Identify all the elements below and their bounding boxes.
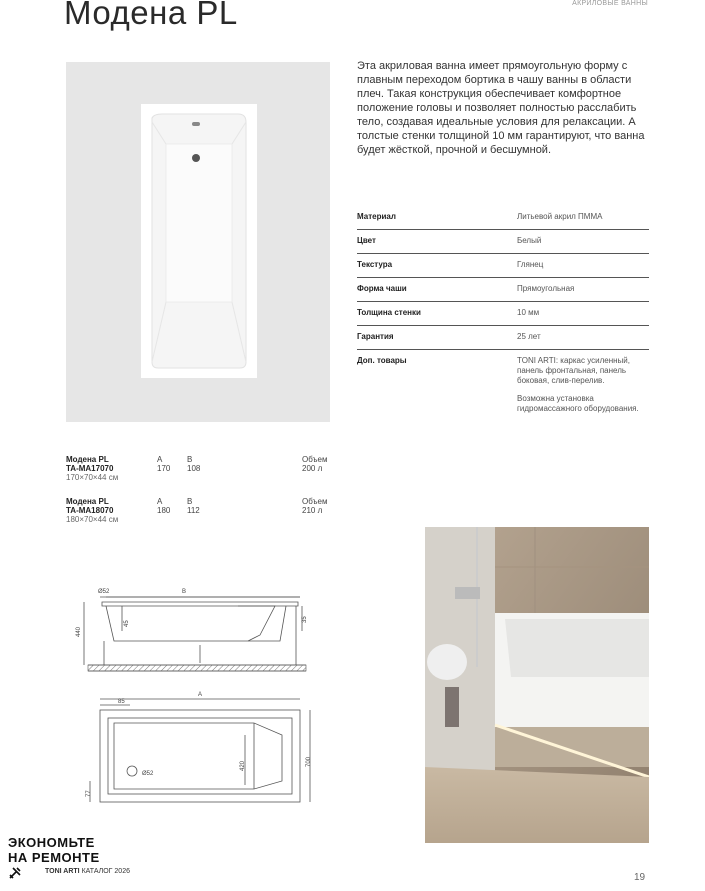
- page-number: 19: [634, 872, 646, 883]
- model-code: TA-MA17070: [66, 464, 114, 473]
- spec-row: [357, 278, 649, 302]
- drawing-label: 35: [302, 616, 308, 623]
- dim-b-label: B: [187, 455, 193, 464]
- dim-a-label: A: [157, 497, 163, 506]
- slogan-line: НА РЕМОНТЕ: [8, 850, 100, 865]
- spec-label: Цвет: [357, 230, 517, 254]
- drawing-label: 420: [240, 760, 246, 771]
- spec-label: Доп. товары: [357, 356, 407, 365]
- tools-icon: [8, 866, 22, 885]
- model-code: TA-MA18070: [66, 506, 114, 515]
- spec-label: Гарантия: [357, 326, 517, 350]
- brand-name: TONI ARTI: [45, 868, 80, 875]
- spec-value: 10 мм: [517, 302, 649, 326]
- volume-value: 210 л: [302, 506, 323, 515]
- slogan: [8, 835, 100, 865]
- catalog-label: КАТАЛОГ 2026: [81, 868, 130, 875]
- drawing-label: 77: [86, 790, 92, 797]
- model-name: Модена PL: [66, 455, 109, 464]
- spec-row: [357, 230, 649, 254]
- spec-row: [357, 206, 649, 230]
- spec-note: Возможна установка гидромассажного оборудования.: [517, 394, 639, 413]
- model-info: [66, 455, 118, 482]
- drawing-label: A: [198, 692, 203, 698]
- volume-label: Объем: [302, 497, 328, 506]
- spec-label: Толщина стенки: [357, 302, 517, 326]
- page-title: Модена PL: [64, 0, 238, 31]
- drawing-label: 440: [76, 626, 82, 637]
- model-dims: 180×70×44 см: [66, 515, 119, 524]
- spec-label: Текстура: [357, 254, 517, 278]
- volume-label: Объем: [302, 455, 328, 464]
- dim-a-value: 180: [157, 506, 171, 515]
- dim-b-value: 108: [187, 464, 201, 473]
- volume-value: 200 л: [302, 464, 323, 473]
- model-info: [66, 497, 118, 524]
- spec-row: [357, 254, 649, 278]
- spec-row: [357, 302, 649, 326]
- dim-b-value: 112: [187, 506, 200, 515]
- drawing-label: B: [182, 589, 187, 595]
- spec-value: 25 лет: [517, 326, 649, 350]
- model-dims: 170×70×44 см: [66, 473, 119, 482]
- drawing-label: 700: [306, 756, 312, 767]
- spec-value: Литьевой акрил ПММА: [517, 206, 649, 230]
- drawing-label: Ø52: [142, 771, 154, 777]
- dim-a-value: 170: [157, 464, 171, 473]
- spec-table: [357, 206, 649, 420]
- spec-row: [357, 350, 649, 421]
- bathtub-top-view-image: [66, 62, 330, 422]
- interior-photo: [425, 527, 649, 843]
- dim-b-label: B: [187, 497, 193, 506]
- spec-value: TONI ARTI: каркас усиленный, панель фронтальная, панель боковая, слив-перелив.: [517, 356, 630, 385]
- spec-label: Форма чаши: [357, 278, 517, 302]
- category-label: АКРИЛОВЫЕ ВАННЫ: [572, 0, 648, 7]
- drawing-label: 45: [124, 620, 130, 627]
- product-photo: [66, 62, 330, 422]
- spec-label: Материал: [357, 206, 517, 230]
- spec-value: Глянец: [517, 254, 649, 278]
- footer-logo: [45, 868, 130, 875]
- bathroom-interior-image: [425, 527, 649, 843]
- slogan-line: ЭКОНОМЬТЕ: [8, 835, 95, 850]
- product-description: Эта акриловая ванна имеет прямоугольную форму с плавным переходом бортика в чашу ванны в области плеч. Такая конструкция обеспечивает комфортное положение головы и позволяет полностью расслабить тело, создавая идеальные условия для релаксации. А толстые стенки толщиной 10 мм гарантируют, что ванна будет жёсткой, прочной и бесшумной.: [357, 60, 645, 156]
- drawing-label: 85: [118, 699, 125, 705]
- drawing-label: Ø52: [98, 589, 110, 595]
- spec-row: [357, 326, 649, 350]
- technical-drawing: [70, 575, 330, 815]
- spec-value: Белый: [517, 230, 649, 254]
- dim-a-label: A: [157, 455, 163, 464]
- model-name: Модена PL: [66, 497, 109, 506]
- spec-value: Прямоугольная: [517, 278, 649, 302]
